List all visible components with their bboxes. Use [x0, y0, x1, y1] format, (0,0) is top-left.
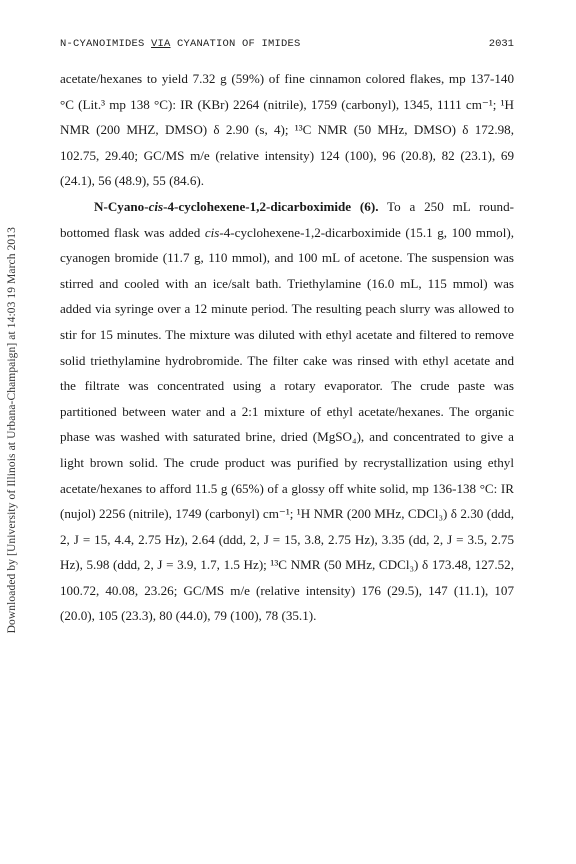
download-watermark	[4, 160, 20, 700]
paragraph-2-text-a: To a 250 mL round-bottomed flask was added	[60, 198, 514, 240]
running-title-via: VIA	[151, 38, 171, 50]
download-note: Downloaded by [University of Illinois at Urbana-Champaign] at 14:03 19 March 2013	[6, 226, 18, 634]
compound-heading-part2: -4-cyclohexene-1,2-dicarboximide (6).	[163, 198, 379, 214]
running-title-part2: CYANATION OF IMIDES	[170, 38, 301, 50]
paragraph-2-text-b: -4-cyclohexene-1,2-dicarboximide (15.1 g, 100 mmol), cyanogen bromide (11.7 g, 110 mmol), and 100 mL of acetone. The suspension was stirred and cooled with an ice/salt bath. Triethylamine (16.0 mL, 115 mmol) was added via syringe over a 12 minute period. The resulting peach slurry was allowed to stir for 15 minutes. The mixture was diluted with ethyl acetate and filtered to remove solid triethylamine hydrobromide. The filter cake was rinsed with ethyl acetate and the filtrate was concentrated using a rotary evaporator. The crude paste was partitioned between water and a 2:1 mixture of ethyl acetate/hexanes. The organic phase was washed with saturated brine, dried (MgSO₄), and concentrated to give a light brown solid. The crude product was purified by recrystallization using ethyl acetate/hexanes to afford 11.5 g (65%) of a glossy off white solid, mp 136-138 °C: IR (nujol) 2256 (nitrile), 1749 (carbonyl) cm⁻¹; ¹H NMR (200 MHz, CDCl₃) δ 2.30 (ddd, 2, J = 15, 4.4, 2.75 Hz), 2.64 (ddd, 2, J = 15, 3.8, 2.75 Hz), 3.35 (dd, 2, J = 3.5, 2.75 Hz), 5.98 (ddd, 2, J = 3.9, 1.7, 1.5 Hz); ¹³C NMR (50 MHz, CDCl₃) δ 173.48, 127.52, 100.72, 40.08, 23.26; GC/MS m/e (relative intensity) 176 (29.5), 147 (11.1), 107 (20.0), 105 (23.3), 80 (44.0), 79 (100), 78 (35.1).	[60, 224, 514, 624]
page-number: 2031	[488, 38, 514, 50]
paragraph-2	[60, 194, 514, 629]
article-body	[60, 66, 514, 629]
compound-heading	[94, 199, 378, 214]
running-title-part1: N-CYANOIMIDES	[60, 38, 152, 50]
running-title	[60, 38, 301, 50]
paragraph-2-cis: cis	[204, 224, 220, 240]
compound-heading-part1: N-Cyano-	[94, 198, 149, 214]
compound-heading-cis: cis	[148, 198, 164, 214]
paragraph-1-text: acetate/hexanes to yield 7.32 g (59%) of fine cinnamon colored flakes, mp 137-140 °C (Lit.³ mp 138 °C): IR (KBr) 2264 (nitrile), 1759 (carbonyl), 1345, 1111 cm⁻¹; ¹H NMR (200 MHZ, DMSO) δ 2.90 (s, 4); ¹³C NMR (50 MHz, DMSO) δ 172.98, 102.75, 29.40; GC/MS m/e (relative intensity) 124 (100), 96 (20.8), 82 (23.1), 69 (24.1), 56 (48.9), 55 (84.6).	[60, 71, 514, 189]
paragraph-1	[60, 66, 514, 194]
